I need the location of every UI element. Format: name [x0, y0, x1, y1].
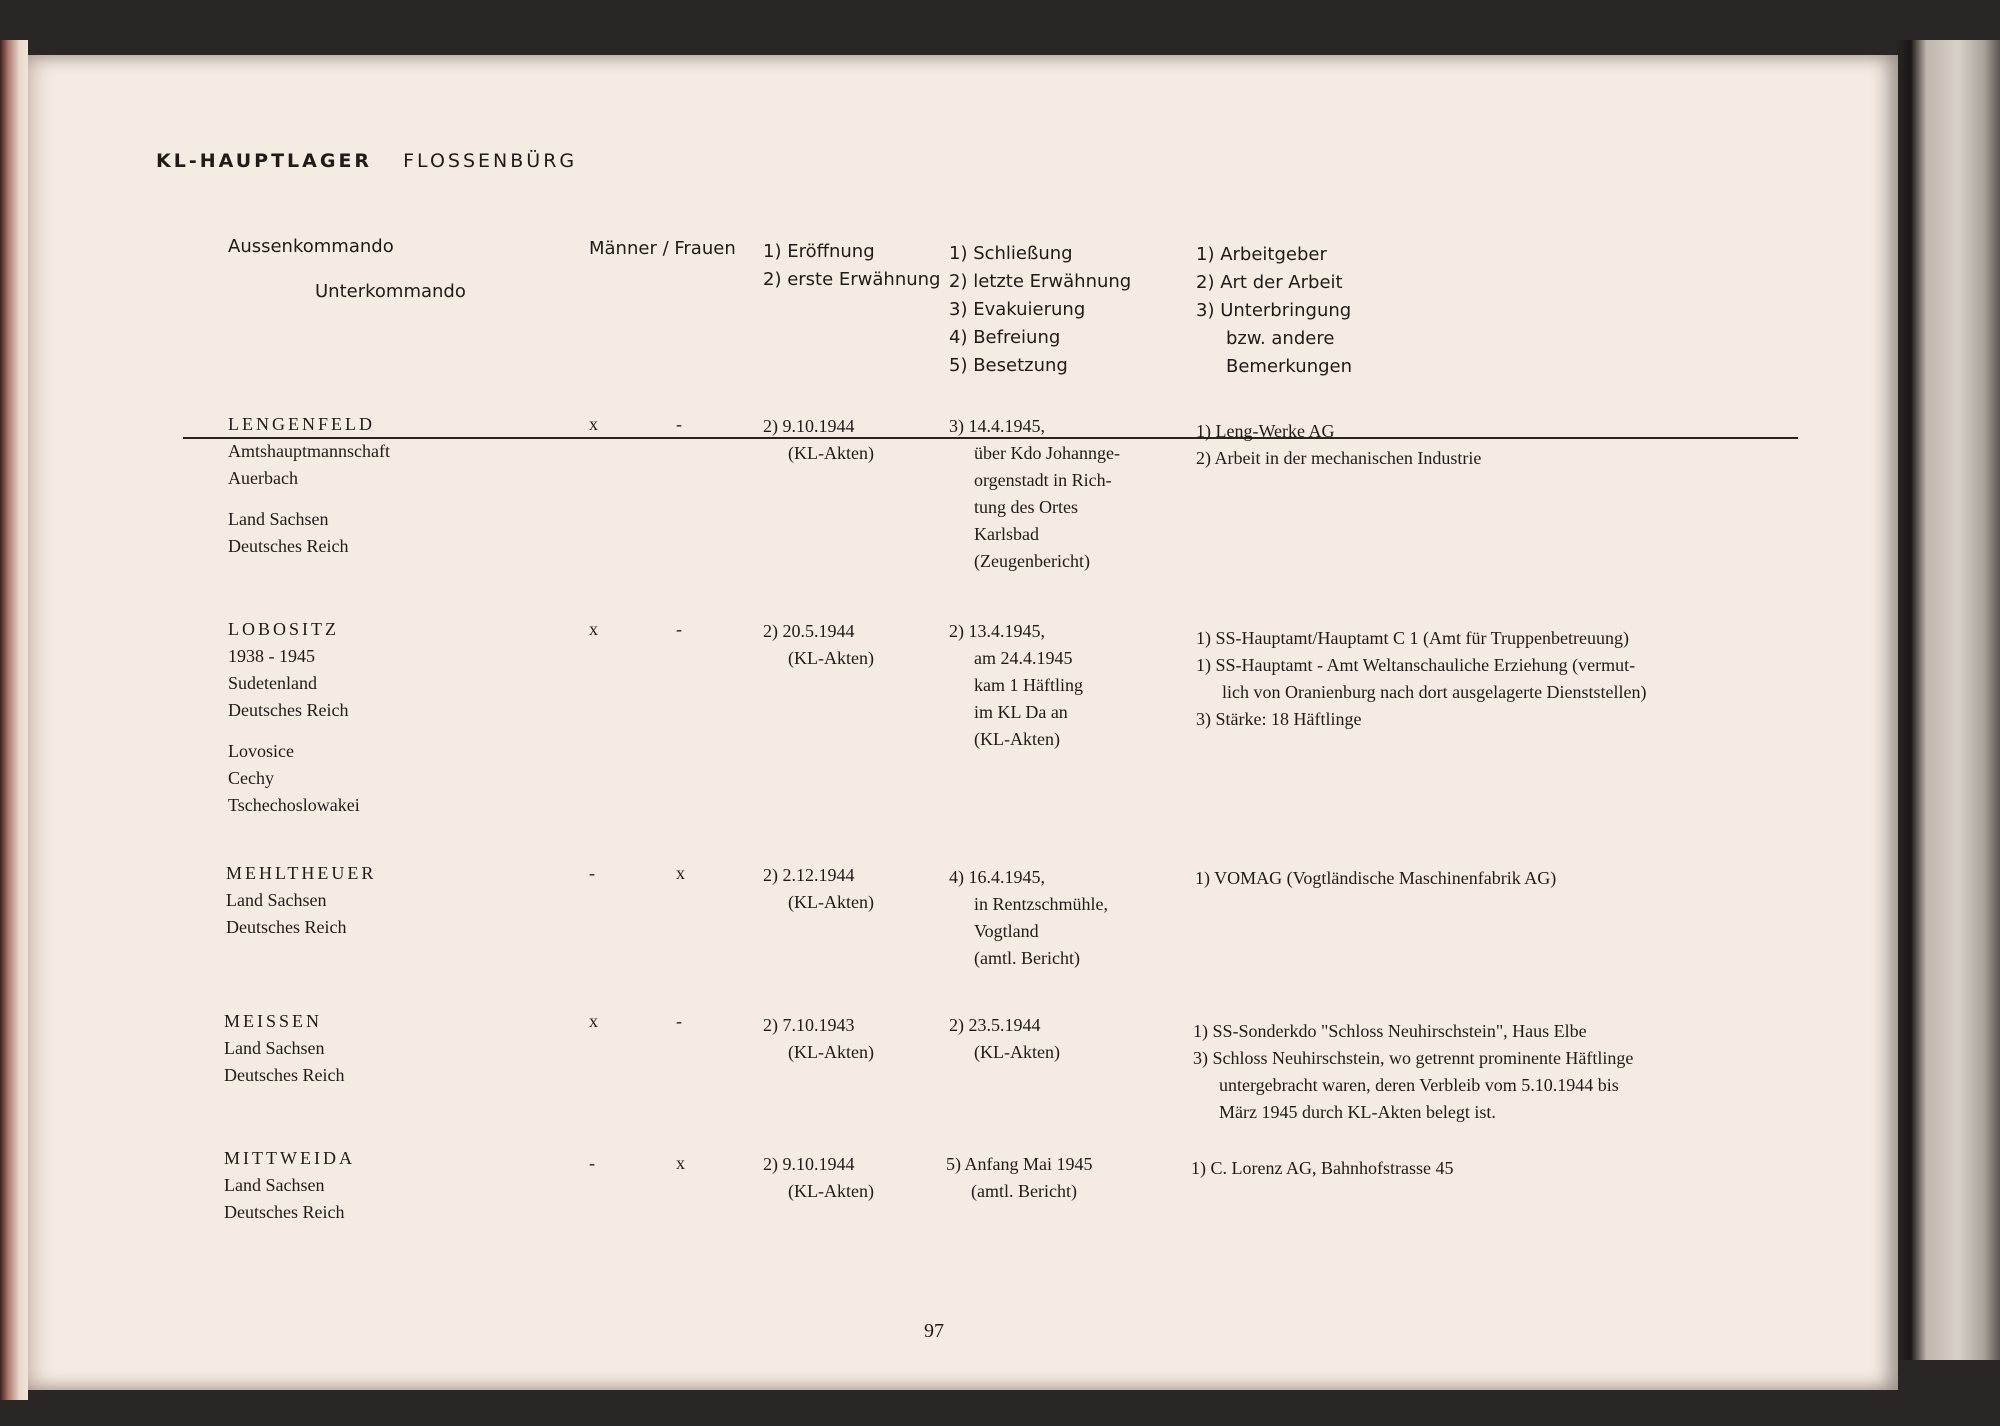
header-title-camp: FLOSSENBÜRG [403, 150, 578, 172]
col-head-employer-line: 3) Unterbringung [1196, 300, 1352, 321]
entry-opening-block [763, 413, 874, 467]
entry-closing-line: 4) 16.4.1945, [949, 867, 1045, 887]
entry-opening-line: 2) 20.5.1944 [763, 621, 855, 641]
entry-closing-line: (Zeugenbericht) [974, 551, 1090, 571]
entry-opening-line: 2) 9.10.1944 [763, 1154, 855, 1174]
entry-closing-line: Karlsbad [974, 524, 1039, 544]
entry-name: LENGENFELD [228, 414, 375, 434]
entry-opening-line: 2) 9.10.1944 [763, 416, 855, 436]
entry-opening-block [763, 862, 874, 916]
entry-opening-line: (KL-Akten) [788, 443, 874, 463]
entry-location-line: Deutsches Reich [228, 536, 349, 556]
entry-closing-block [949, 618, 1083, 753]
entry-location-line: Land Sachsen [224, 1175, 325, 1195]
entry-opening-block [763, 1151, 874, 1205]
entry-men-mark: x [589, 619, 598, 639]
entry-location-line: Land Sachsen [224, 1038, 325, 1058]
col-head-employer-line: Bemerkungen [1226, 356, 1353, 377]
page-header [156, 150, 577, 172]
entry-remarks-line: 2) Arbeit in der mechanischen Industrie [1196, 448, 1482, 468]
entry-remarks-line: 1) SS-Sonderkdo "Schloss Neuhirschstein", Haus Elbe [1193, 1021, 1587, 1041]
col-head-employer-line: 1) Arbeitgeber [1196, 244, 1327, 265]
entry-opening-line: (KL-Akten) [788, 1042, 874, 1062]
entry-remarks-line: 3) Schloss Neuhirschstein, wo getrennt prominente Häftlinge [1193, 1048, 1634, 1068]
entry-name: MEHLTHEUER [226, 863, 377, 883]
entry-name: MEISSEN [224, 1011, 323, 1031]
entry-remarks-block [1193, 1018, 1633, 1126]
book-edge-left [0, 40, 28, 1400]
entry-closing-line: orgenstadt in Rich- [974, 470, 1112, 490]
entry-women-mark: - [676, 619, 682, 639]
header-title-bold: KL-HAUPTLAGER [156, 150, 373, 172]
entry-location-line: Tschechoslowakei [228, 795, 360, 815]
entry-men-mark: - [589, 1153, 595, 1173]
entry-closing-block [946, 1151, 1092, 1205]
entry-remarks-line: 1) VOMAG (Vogtländische Maschinenfabrik AG) [1195, 868, 1557, 888]
entry-name-block [228, 616, 360, 819]
entry-opening-line: (KL-Akten) [788, 892, 874, 912]
entry-remarks-block [1196, 625, 1647, 733]
col-head-maenner-frauen: Männer / Frauen [589, 238, 736, 259]
col-head-closing-line: 4) Befreiung [949, 327, 1061, 348]
entry-women-mark: - [676, 1011, 682, 1031]
book-edge-right [1895, 40, 2000, 1360]
entry-closing-line: über Kdo Johannge- [974, 443, 1120, 463]
col-head-unterkommando: Unterkommando [315, 281, 466, 302]
entry-closing-block [949, 1012, 1060, 1066]
entry-women-mark: x [676, 1153, 685, 1173]
entry-location-line: Lovosice [228, 741, 294, 761]
entry-location-line: Deutsches Reich [226, 917, 347, 937]
entry-remarks-line: 1) SS-Hauptamt - Amt Weltanschauliche Erziehung (vermut- [1196, 655, 1636, 675]
col-head-opening-line: 1) Eröffnung [763, 241, 875, 262]
entry-men-mark: x [589, 414, 598, 434]
entry-remarks-line: untergebracht waren, deren Verbleib vom 5.10.1944 bis [1219, 1075, 1619, 1095]
entry-location-line: Land Sachsen [228, 509, 329, 529]
entry-women-mark: x [676, 863, 685, 883]
entry-men-mark: x [589, 1011, 598, 1031]
entry-remarks-line: 1) C. Lorenz AG, Bahnhofstrasse 45 [1191, 1158, 1454, 1178]
col-head-opening-line: 2) erste Erwähnung [763, 269, 941, 290]
entry-remarks-block [1191, 1155, 1453, 1182]
entry-name-block [224, 1008, 344, 1089]
col-head-opening [763, 238, 941, 294]
entry-remarks-block [1196, 418, 1481, 472]
col-head-closing-line: 5) Besetzung [949, 355, 1068, 376]
entry-opening-line: (KL-Akten) [788, 1181, 874, 1201]
col-head-employer-line: bzw. andere [1226, 328, 1335, 349]
entry-location-line: Land Sachsen [226, 890, 327, 910]
col-head-closing-line: 3) Evakuierung [949, 299, 1086, 320]
col-head-aussenkommando: Aussenkommando [228, 236, 394, 257]
entry-closing-line: in Rentzschmühle, [974, 894, 1108, 914]
entry-name-block [228, 411, 390, 560]
entry-closing-line: tung des Ortes [974, 497, 1078, 517]
entry-opening-block [763, 618, 874, 672]
entry-location-line: 1938 - 1945 [228, 646, 315, 666]
page-number: 97 [924, 1320, 944, 1342]
entry-location-line: Sudetenland [228, 673, 317, 693]
entry-remarks-line: 1) Leng-Werke AG [1196, 421, 1335, 441]
entry-location-line: Deutsches Reich [228, 700, 349, 720]
entry-closing-line: kam 1 Häftling [974, 675, 1083, 695]
entry-remarks-block [1195, 865, 1556, 892]
entry-location-line: Deutsches Reich [224, 1202, 345, 1222]
entry-opening-line: 2) 2.12.1944 [763, 865, 855, 885]
entry-closing-line: 3) 14.4.1945, [949, 416, 1045, 436]
entry-closing-line: (KL-Akten) [974, 729, 1060, 749]
col-head-closing-line: 2) letzte Erwähnung [949, 271, 1132, 292]
entry-name: MITTWEIDA [224, 1148, 355, 1168]
col-head-closing-line: 1) Schließung [949, 243, 1073, 264]
entry-remarks-line: März 1945 durch KL-Akten belegt ist. [1219, 1102, 1496, 1122]
entry-closing-line: am 24.4.1945 [974, 648, 1073, 668]
book-page [28, 55, 1898, 1390]
entry-closing-line: 5) Anfang Mai 1945 [946, 1154, 1093, 1174]
entry-closing-line: 2) 23.5.1944 [949, 1015, 1041, 1035]
entry-location-line: Amtshauptmannschaft [228, 441, 390, 461]
entry-closing-block [949, 864, 1108, 972]
entry-remarks-line: 1) SS-Hauptamt/Hauptamt C 1 (Amt für Truppenbetreuung) [1196, 628, 1629, 648]
col-head-closing [949, 240, 1131, 380]
entry-remarks-line: 3) Stärke: 18 Häftlinge [1196, 709, 1362, 729]
entry-location-line: Cechy [228, 768, 274, 788]
col-head-employer-line: 2) Art der Arbeit [1196, 272, 1343, 293]
col-head-employer [1196, 241, 1352, 381]
entry-women-mark: - [676, 414, 682, 434]
entry-name-block [226, 860, 376, 941]
entry-remarks-line: lich von Oranienburg nach dort ausgelagerte Dienststellen) [1222, 682, 1647, 702]
entry-opening-line: 2) 7.10.1943 [763, 1015, 855, 1035]
entry-closing-line: (amtl. Bericht) [974, 948, 1080, 968]
entry-closing-line: 2) 13.4.1945, [949, 621, 1045, 641]
entry-location-line: Auerbach [228, 468, 298, 488]
entry-closing-line: (amtl. Bericht) [971, 1181, 1077, 1201]
entry-opening-block [763, 1012, 874, 1066]
entry-closing-block [949, 413, 1120, 575]
entry-closing-line: (KL-Akten) [974, 1042, 1060, 1062]
entry-opening-line: (KL-Akten) [788, 648, 874, 668]
entry-closing-line: Vogtland [974, 921, 1039, 941]
entry-name: LOBOSITZ [228, 619, 339, 639]
entry-location-line: Deutsches Reich [224, 1065, 345, 1085]
entry-closing-line: im KL Da an [974, 702, 1068, 722]
entry-name-block [224, 1145, 355, 1226]
entry-men-mark: - [589, 863, 595, 883]
